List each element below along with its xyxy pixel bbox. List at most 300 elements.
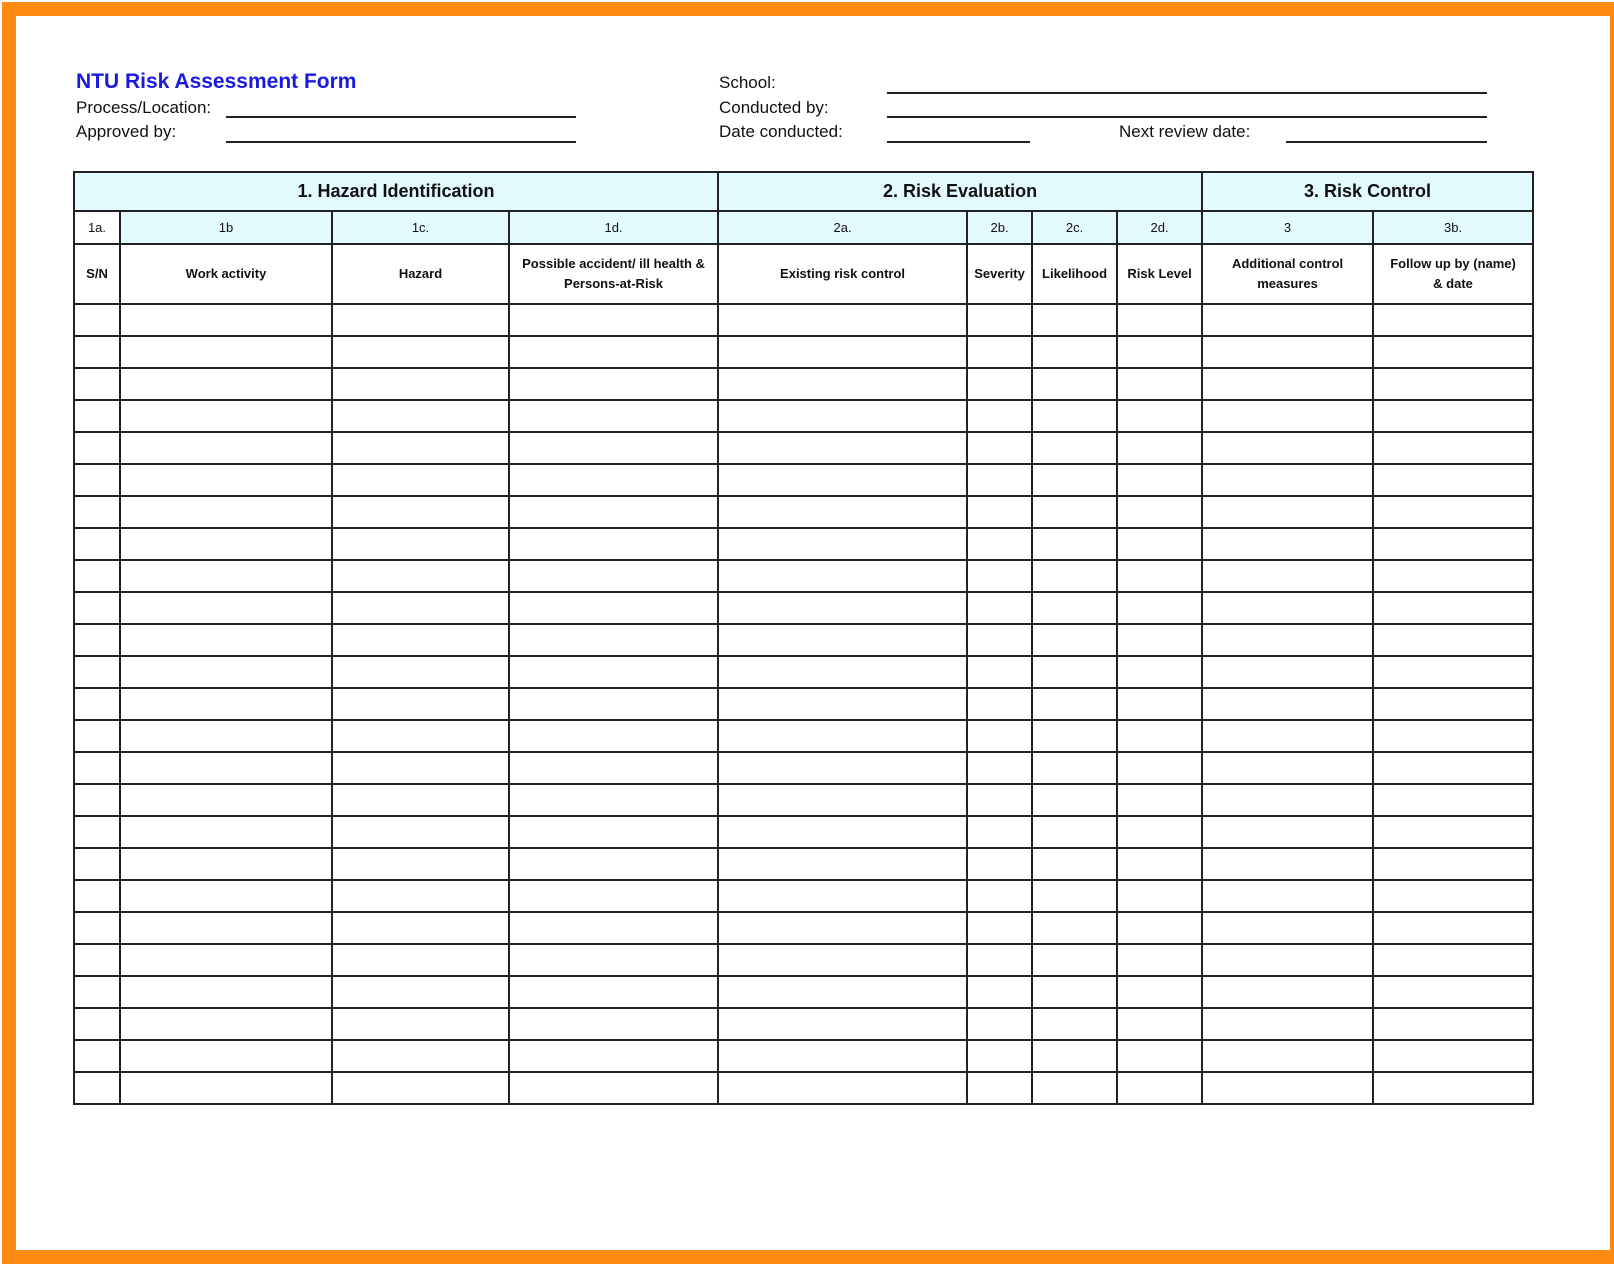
cell-follow-up[interactable] — [1373, 1072, 1533, 1104]
cell-sn[interactable] — [74, 528, 120, 560]
cell-hazard[interactable] — [332, 560, 509, 592]
cell-severity[interactable] — [967, 592, 1032, 624]
cell-hazard[interactable] — [332, 752, 509, 784]
cell-risk-level[interactable] — [1117, 592, 1202, 624]
cell-likelihood[interactable] — [1032, 784, 1117, 816]
cell-sn[interactable] — [74, 1072, 120, 1104]
cell-additional-control-measures[interactable] — [1202, 912, 1373, 944]
cell-follow-up[interactable] — [1373, 656, 1533, 688]
cell-existing-risk-control[interactable] — [718, 816, 967, 848]
cell-hazard[interactable] — [332, 1072, 509, 1104]
cell-severity[interactable] — [967, 1072, 1032, 1104]
section-risk-evaluation: 2. Risk Evaluation — [718, 172, 1202, 211]
cell-hazard[interactable] — [332, 304, 509, 336]
cell-possible-accident[interactable] — [509, 656, 718, 688]
cell-work-activity[interactable] — [120, 560, 332, 592]
cell-hazard[interactable] — [332, 976, 509, 1008]
cell-severity[interactable] — [967, 464, 1032, 496]
cell-sn[interactable] — [74, 1040, 120, 1072]
cell-existing-risk-control[interactable] — [718, 304, 967, 336]
cell-additional-control-measures[interactable] — [1202, 496, 1373, 528]
cell-likelihood[interactable] — [1032, 432, 1117, 464]
cell-existing-risk-control[interactable] — [718, 1072, 967, 1104]
cell-work-activity[interactable] — [120, 368, 332, 400]
cell-likelihood[interactable] — [1032, 1008, 1117, 1040]
cell-follow-up[interactable] — [1373, 336, 1533, 368]
cell-sn[interactable] — [74, 400, 120, 432]
cell-likelihood[interactable] — [1032, 656, 1117, 688]
cell-risk-level[interactable] — [1117, 528, 1202, 560]
table-row — [74, 560, 1533, 592]
cell-severity[interactable] — [967, 880, 1032, 912]
cell-sn[interactable] — [74, 464, 120, 496]
code-3b: 3b. — [1373, 211, 1533, 244]
cell-severity[interactable] — [967, 816, 1032, 848]
cell-sn[interactable] — [74, 752, 120, 784]
cell-follow-up[interactable] — [1373, 752, 1533, 784]
next-review-date-label: Next review date: — [1119, 122, 1251, 141]
cell-sn[interactable] — [74, 304, 120, 336]
cell-sn[interactable] — [74, 560, 120, 592]
cell-follow-up[interactable] — [1373, 400, 1533, 432]
cell-severity[interactable] — [967, 496, 1032, 528]
cell-sn[interactable] — [74, 720, 120, 752]
cell-work-activity[interactable] — [120, 464, 332, 496]
table-row — [74, 592, 1533, 624]
cell-additional-control-measures[interactable] — [1202, 1008, 1373, 1040]
cell-risk-level[interactable] — [1117, 304, 1202, 336]
cell-risk-level[interactable] — [1117, 976, 1202, 1008]
cell-risk-level[interactable] — [1117, 1008, 1202, 1040]
cell-severity[interactable] — [967, 1008, 1032, 1040]
header-hazard: Hazard — [332, 244, 509, 304]
cell-hazard[interactable] — [332, 464, 509, 496]
cell-follow-up[interactable] — [1373, 1008, 1533, 1040]
cell-work-activity[interactable] — [120, 688, 332, 720]
cell-work-activity[interactable] — [120, 656, 332, 688]
cell-work-activity[interactable] — [120, 592, 332, 624]
cell-sn[interactable] — [74, 592, 120, 624]
table-row — [74, 336, 1533, 368]
cell-likelihood[interactable] — [1032, 624, 1117, 656]
cell-existing-risk-control[interactable] — [718, 880, 967, 912]
cell-additional-control-measures[interactable] — [1202, 880, 1373, 912]
cell-likelihood[interactable] — [1032, 1072, 1117, 1104]
cell-existing-risk-control[interactable] — [718, 1040, 967, 1072]
date-conducted-label: Date conducted: — [719, 122, 843, 141]
cell-follow-up[interactable] — [1373, 720, 1533, 752]
cell-possible-accident[interactable] — [509, 688, 718, 720]
approved-by-field[interactable] — [226, 141, 576, 143]
cell-risk-level[interactable] — [1117, 624, 1202, 656]
cell-sn[interactable] — [74, 1008, 120, 1040]
table-row — [74, 784, 1533, 816]
cell-follow-up[interactable] — [1373, 464, 1533, 496]
cell-follow-up[interactable] — [1373, 368, 1533, 400]
cell-likelihood[interactable] — [1032, 976, 1117, 1008]
cell-hazard[interactable] — [332, 1040, 509, 1072]
cell-work-activity[interactable] — [120, 752, 332, 784]
cell-risk-level[interactable] — [1117, 784, 1202, 816]
cell-sn[interactable] — [74, 496, 120, 528]
cell-follow-up[interactable] — [1373, 784, 1533, 816]
cell-risk-level[interactable] — [1117, 1072, 1202, 1104]
cell-risk-level[interactable] — [1117, 944, 1202, 976]
cell-existing-risk-control[interactable] — [718, 336, 967, 368]
approved-by-label: Approved by: — [76, 122, 177, 141]
cell-sn[interactable] — [74, 912, 120, 944]
header-severity: Severity — [967, 244, 1032, 304]
cell-additional-control-measures[interactable] — [1202, 368, 1373, 400]
cell-additional-control-measures[interactable] — [1202, 1040, 1373, 1072]
cell-existing-risk-control[interactable] — [718, 752, 967, 784]
cell-additional-control-measures[interactable] — [1202, 720, 1373, 752]
table-row — [74, 816, 1533, 848]
cell-hazard[interactable] — [332, 1008, 509, 1040]
cell-likelihood[interactable] — [1032, 912, 1117, 944]
cell-likelihood[interactable] — [1032, 816, 1117, 848]
cell-follow-up[interactable] — [1373, 688, 1533, 720]
cell-possible-accident[interactable] — [509, 720, 718, 752]
header-follow-up: Follow up by (name) & date — [1373, 244, 1533, 304]
cell-existing-risk-control[interactable] — [718, 592, 967, 624]
column-header-row — [74, 244, 1533, 304]
cell-existing-risk-control[interactable] — [718, 848, 967, 880]
cell-work-activity[interactable] — [120, 336, 332, 368]
cell-work-activity[interactable] — [120, 1040, 332, 1072]
cell-additional-control-measures[interactable] — [1202, 432, 1373, 464]
cell-additional-control-measures[interactable] — [1202, 688, 1373, 720]
cell-possible-accident[interactable] — [509, 592, 718, 624]
cell-additional-control-measures[interactable] — [1202, 816, 1373, 848]
cell-follow-up[interactable] — [1373, 496, 1533, 528]
cell-work-activity[interactable] — [120, 848, 332, 880]
cell-possible-accident[interactable] — [509, 784, 718, 816]
header-likelihood: Likelihood — [1032, 244, 1117, 304]
cell-risk-level[interactable] — [1117, 720, 1202, 752]
cell-hazard[interactable] — [332, 816, 509, 848]
cell-possible-accident[interactable] — [509, 752, 718, 784]
cell-additional-control-measures[interactable] — [1202, 304, 1373, 336]
cell-severity[interactable] — [967, 688, 1032, 720]
cell-work-activity[interactable] — [120, 528, 332, 560]
cell-follow-up[interactable] — [1373, 944, 1533, 976]
cell-severity[interactable] — [967, 784, 1032, 816]
cell-likelihood[interactable] — [1032, 848, 1117, 880]
cell-possible-accident[interactable] — [509, 400, 718, 432]
cell-likelihood[interactable] — [1032, 592, 1117, 624]
cell-existing-risk-control[interactable] — [718, 688, 967, 720]
cell-hazard[interactable] — [332, 912, 509, 944]
column-code-row — [74, 211, 1533, 244]
section-risk-control: 3. Risk Control — [1202, 172, 1533, 211]
cell-risk-level[interactable] — [1117, 432, 1202, 464]
cell-hazard[interactable] — [332, 592, 509, 624]
table-row — [74, 368, 1533, 400]
cell-possible-accident[interactable] — [509, 432, 718, 464]
cell-risk-level[interactable] — [1117, 656, 1202, 688]
cell-existing-risk-control[interactable] — [718, 944, 967, 976]
cell-additional-control-measures[interactable] — [1202, 400, 1373, 432]
cell-hazard[interactable] — [332, 944, 509, 976]
cell-risk-level[interactable] — [1117, 880, 1202, 912]
cell-likelihood[interactable] — [1032, 528, 1117, 560]
cell-work-activity[interactable] — [120, 624, 332, 656]
cell-severity[interactable] — [967, 720, 1032, 752]
cell-possible-accident[interactable] — [509, 912, 718, 944]
cell-severity[interactable] — [967, 976, 1032, 1008]
process-location-field[interactable] — [226, 116, 576, 118]
cell-likelihood[interactable] — [1032, 880, 1117, 912]
header-work-activity: Work activity — [120, 244, 332, 304]
cell-sn[interactable] — [74, 336, 120, 368]
cell-additional-control-measures[interactable] — [1202, 528, 1373, 560]
cell-sn[interactable] — [74, 816, 120, 848]
table-row — [74, 944, 1533, 976]
section-hazard-identification: 1. Hazard Identification — [74, 172, 718, 211]
cell-work-activity[interactable] — [120, 496, 332, 528]
cell-existing-risk-control[interactable] — [718, 400, 967, 432]
cell-work-activity[interactable] — [120, 816, 332, 848]
cell-additional-control-measures[interactable] — [1202, 848, 1373, 880]
conducted-by-field[interactable] — [887, 116, 1487, 118]
table-row — [74, 912, 1533, 944]
code-1a: 1a. — [74, 211, 120, 244]
cell-severity[interactable] — [967, 304, 1032, 336]
table-row — [74, 624, 1533, 656]
form-title: NTU Risk Assessment Form — [76, 70, 357, 93]
cell-severity[interactable] — [967, 528, 1032, 560]
cell-likelihood[interactable] — [1032, 944, 1117, 976]
cell-work-activity[interactable] — [120, 976, 332, 1008]
cell-follow-up[interactable] — [1373, 848, 1533, 880]
cell-additional-control-measures[interactable] — [1202, 592, 1373, 624]
cell-likelihood[interactable] — [1032, 368, 1117, 400]
cell-additional-control-measures[interactable] — [1202, 1072, 1373, 1104]
cell-hazard[interactable] — [332, 368, 509, 400]
cell-work-activity[interactable] — [120, 784, 332, 816]
cell-likelihood[interactable] — [1032, 688, 1117, 720]
cell-risk-level[interactable] — [1117, 912, 1202, 944]
cell-additional-control-measures[interactable] — [1202, 752, 1373, 784]
table-row — [74, 528, 1533, 560]
table-row — [74, 1008, 1533, 1040]
cell-existing-risk-control[interactable] — [718, 656, 967, 688]
cell-work-activity[interactable] — [120, 880, 332, 912]
risk-assessment-table — [73, 171, 1534, 1105]
cell-severity[interactable] — [967, 848, 1032, 880]
cell-follow-up[interactable] — [1373, 528, 1533, 560]
table-row — [74, 720, 1533, 752]
cell-existing-risk-control[interactable] — [718, 1008, 967, 1040]
cell-hazard[interactable] — [332, 400, 509, 432]
cell-existing-risk-control[interactable] — [718, 624, 967, 656]
cell-risk-level[interactable] — [1117, 688, 1202, 720]
cell-work-activity[interactable] — [120, 304, 332, 336]
cell-sn[interactable] — [74, 880, 120, 912]
table-row — [74, 752, 1533, 784]
cell-work-activity[interactable] — [120, 400, 332, 432]
cell-follow-up[interactable] — [1373, 976, 1533, 1008]
cell-existing-risk-control[interactable] — [718, 912, 967, 944]
cell-hazard[interactable] — [332, 496, 509, 528]
cell-existing-risk-control[interactable] — [718, 528, 967, 560]
cell-severity[interactable] — [967, 1040, 1032, 1072]
cell-likelihood[interactable] — [1032, 720, 1117, 752]
cell-possible-accident[interactable] — [509, 976, 718, 1008]
cell-severity[interactable] — [967, 656, 1032, 688]
cell-risk-level[interactable] — [1117, 1040, 1202, 1072]
section-header-row — [74, 172, 1533, 211]
cell-risk-level[interactable] — [1117, 752, 1202, 784]
table-row — [74, 304, 1533, 336]
cell-sn[interactable] — [74, 784, 120, 816]
cell-possible-accident[interactable] — [509, 816, 718, 848]
cell-severity[interactable] — [967, 432, 1032, 464]
cell-risk-level[interactable] — [1117, 336, 1202, 368]
cell-hazard[interactable] — [332, 688, 509, 720]
cell-additional-control-measures[interactable] — [1202, 656, 1373, 688]
cell-existing-risk-control[interactable] — [718, 496, 967, 528]
table-row — [74, 400, 1533, 432]
cell-additional-control-measures[interactable] — [1202, 784, 1373, 816]
cell-additional-control-measures[interactable] — [1202, 976, 1373, 1008]
cell-hazard[interactable] — [332, 336, 509, 368]
cell-sn[interactable] — [74, 688, 120, 720]
cell-follow-up[interactable] — [1373, 592, 1533, 624]
code-2b: 2b. — [967, 211, 1032, 244]
cell-additional-control-measures[interactable] — [1202, 944, 1373, 976]
cell-additional-control-measures[interactable] — [1202, 560, 1373, 592]
cell-follow-up[interactable] — [1373, 816, 1533, 848]
cell-work-activity[interactable] — [120, 944, 332, 976]
cell-additional-control-measures[interactable] — [1202, 464, 1373, 496]
code-3: 3 — [1202, 211, 1373, 244]
cell-hazard[interactable] — [332, 656, 509, 688]
cell-possible-accident[interactable] — [509, 464, 718, 496]
cell-likelihood[interactable] — [1032, 496, 1117, 528]
cell-severity[interactable] — [967, 400, 1032, 432]
code-2c: 2c. — [1032, 211, 1117, 244]
next-review-date-field[interactable] — [1286, 141, 1487, 143]
header-existing-risk-control: Existing risk control — [718, 244, 967, 304]
cell-possible-accident[interactable] — [509, 880, 718, 912]
cell-existing-risk-control[interactable] — [718, 368, 967, 400]
cell-work-activity[interactable] — [120, 912, 332, 944]
cell-existing-risk-control[interactable] — [718, 464, 967, 496]
cell-risk-level[interactable] — [1117, 496, 1202, 528]
cell-follow-up[interactable] — [1373, 624, 1533, 656]
cell-likelihood[interactable] — [1032, 304, 1117, 336]
cell-severity[interactable] — [967, 368, 1032, 400]
cell-likelihood[interactable] — [1032, 336, 1117, 368]
table-row — [74, 432, 1533, 464]
cell-work-activity[interactable] — [120, 1008, 332, 1040]
cell-possible-accident[interactable] — [509, 1008, 718, 1040]
cell-follow-up[interactable] — [1373, 304, 1533, 336]
school-label: School: — [719, 73, 776, 92]
cell-risk-level[interactable] — [1117, 400, 1202, 432]
code-2a: 2a. — [718, 211, 967, 244]
cell-sn[interactable] — [74, 368, 120, 400]
cell-existing-risk-control[interactable] — [718, 976, 967, 1008]
cell-work-activity[interactable] — [120, 432, 332, 464]
cell-risk-level[interactable] — [1117, 816, 1202, 848]
cell-sn[interactable] — [74, 976, 120, 1008]
cell-possible-accident[interactable] — [509, 848, 718, 880]
cell-possible-accident[interactable] — [509, 944, 718, 976]
cell-existing-risk-control[interactable] — [718, 720, 967, 752]
cell-possible-accident[interactable] — [509, 496, 718, 528]
cell-hazard[interactable] — [332, 848, 509, 880]
cell-likelihood[interactable] — [1032, 1040, 1117, 1072]
cell-risk-level[interactable] — [1117, 368, 1202, 400]
header-possible-accident: Possible accident/ ill health & Persons-at-Risk — [509, 244, 718, 304]
cell-follow-up[interactable] — [1373, 1040, 1533, 1072]
cell-risk-level[interactable] — [1117, 848, 1202, 880]
cell-possible-accident[interactable] — [509, 304, 718, 336]
cell-additional-control-measures[interactable] — [1202, 336, 1373, 368]
cell-hazard[interactable] — [332, 432, 509, 464]
cell-possible-accident[interactable] — [509, 1040, 718, 1072]
cell-possible-accident[interactable] — [509, 368, 718, 400]
date-conducted-field[interactable] — [887, 141, 1030, 143]
school-field[interactable] — [887, 92, 1487, 94]
cell-follow-up[interactable] — [1373, 432, 1533, 464]
process-location-label: Process/Location: — [76, 98, 212, 117]
cell-severity[interactable] — [967, 624, 1032, 656]
cell-possible-accident[interactable] — [509, 560, 718, 592]
cell-existing-risk-control[interactable] — [718, 784, 967, 816]
code-1c: 1c. — [332, 211, 509, 244]
cell-sn[interactable] — [74, 848, 120, 880]
cell-possible-accident[interactable] — [509, 528, 718, 560]
cell-hazard[interactable] — [332, 528, 509, 560]
cell-sn[interactable] — [74, 432, 120, 464]
cell-possible-accident[interactable] — [509, 336, 718, 368]
cell-follow-up[interactable] — [1373, 880, 1533, 912]
cell-follow-up[interactable] — [1373, 560, 1533, 592]
cell-likelihood[interactable] — [1032, 400, 1117, 432]
code-2d: 2d. — [1117, 211, 1202, 244]
cell-severity[interactable] — [967, 560, 1032, 592]
cell-work-activity[interactable] — [120, 720, 332, 752]
cell-sn[interactable] — [74, 624, 120, 656]
cell-additional-control-measures[interactable] — [1202, 624, 1373, 656]
cell-possible-accident[interactable] — [509, 624, 718, 656]
cell-likelihood[interactable] — [1032, 560, 1117, 592]
cell-existing-risk-control[interactable] — [718, 560, 967, 592]
cell-follow-up[interactable] — [1373, 912, 1533, 944]
cell-hazard[interactable] — [332, 720, 509, 752]
cell-risk-level[interactable] — [1117, 464, 1202, 496]
cell-likelihood[interactable] — [1032, 752, 1117, 784]
cell-severity[interactable] — [967, 752, 1032, 784]
cell-work-activity[interactable] — [120, 1072, 332, 1104]
cell-severity[interactable] — [967, 336, 1032, 368]
cell-hazard[interactable] — [332, 880, 509, 912]
cell-sn[interactable] — [74, 944, 120, 976]
cell-likelihood[interactable] — [1032, 464, 1117, 496]
cell-hazard[interactable] — [332, 784, 509, 816]
cell-existing-risk-control[interactable] — [718, 432, 967, 464]
cell-possible-accident[interactable] — [509, 1072, 718, 1104]
cell-severity[interactable] — [967, 944, 1032, 976]
cell-risk-level[interactable] — [1117, 560, 1202, 592]
cell-hazard[interactable] — [332, 624, 509, 656]
cell-sn[interactable] — [74, 656, 120, 688]
cell-severity[interactable] — [967, 912, 1032, 944]
